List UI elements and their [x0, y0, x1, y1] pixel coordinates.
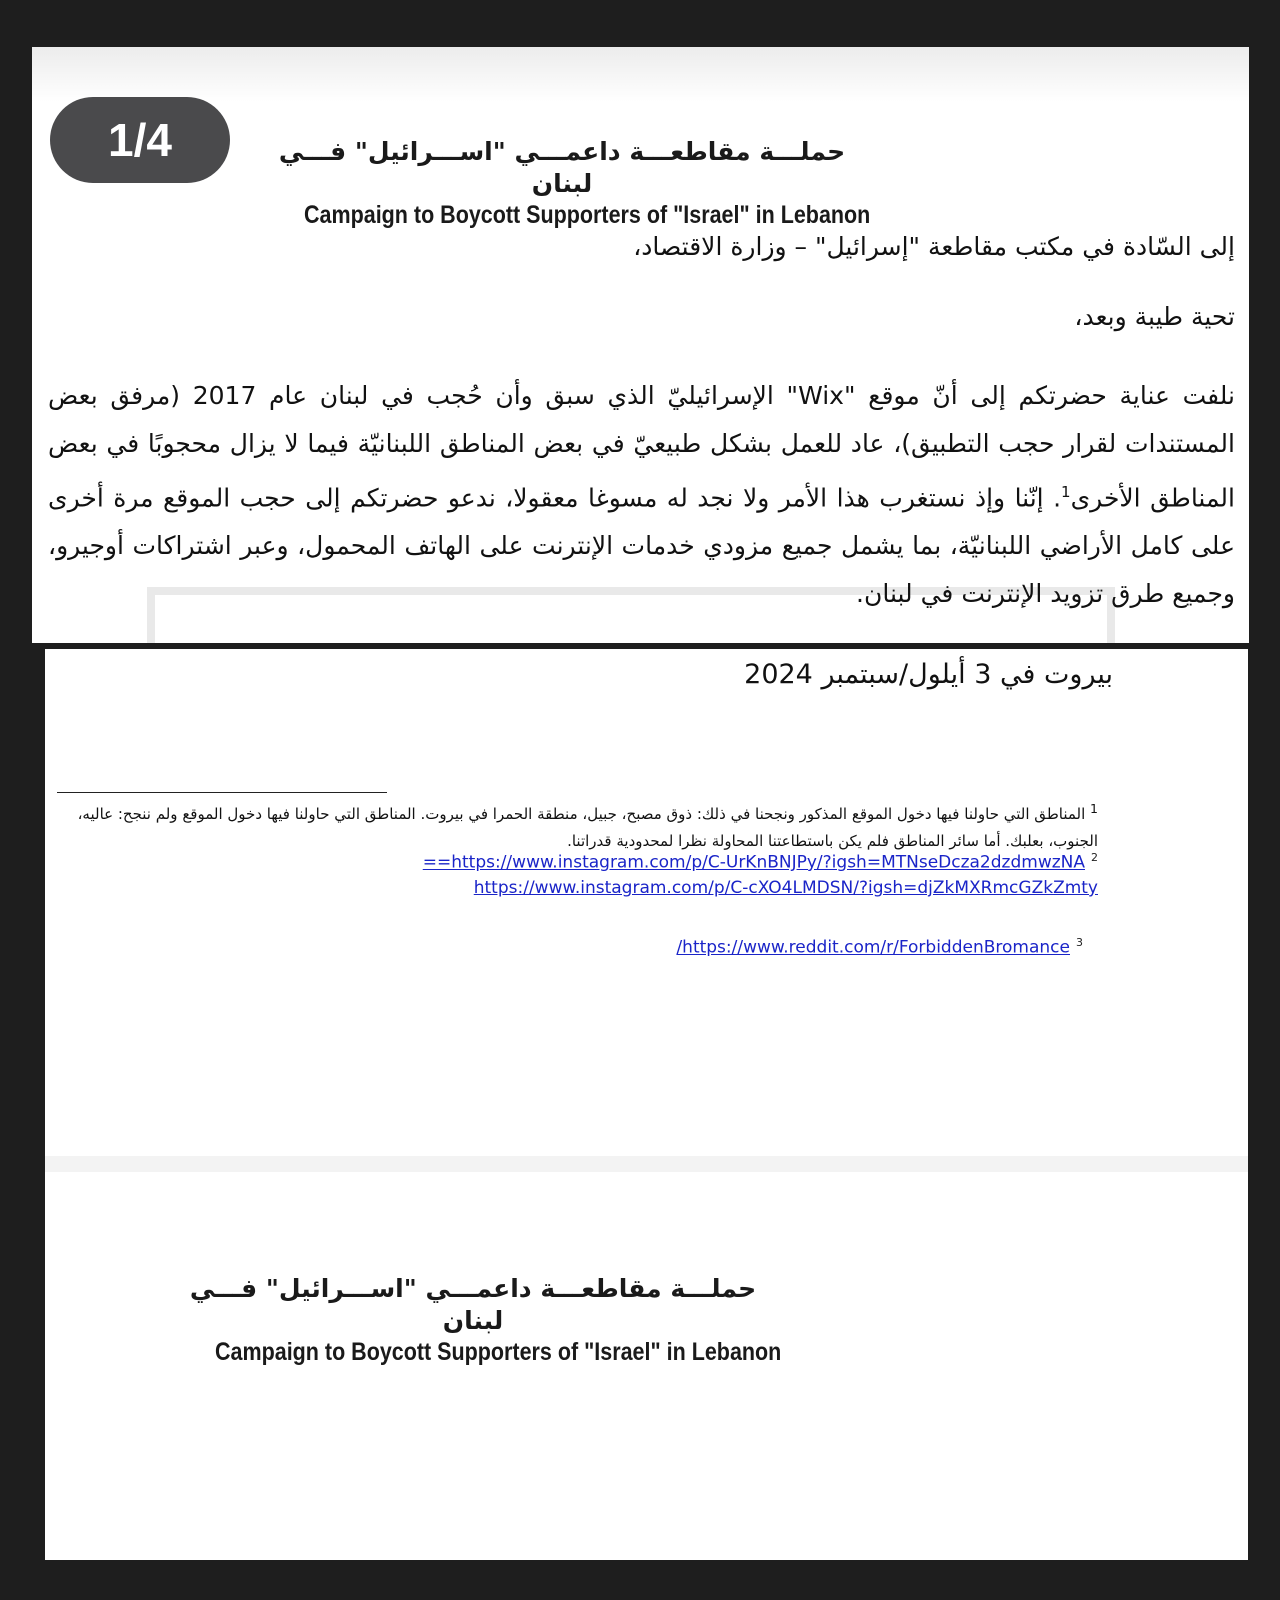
footnote-separator [57, 792, 387, 793]
footnote-2-link-2[interactable]: https://www.instagram.com/p/C-cXO4LMDSN/?igsh=djZkMXRmcGZkZmty [473, 878, 1098, 898]
logo-english-text: Campaign to Boycott Supporters of "Israel" in Lebanon [304, 201, 871, 229]
footnote-2-link-1[interactable]: ==https://www.instagram.com/p/C-UrKnBNJPy/?igsh=MTNseDcza2dzdmwzNA [422, 852, 1085, 873]
footnote-3-number: 3 [1076, 936, 1083, 949]
campaign-logo-page-3 [173, 1273, 782, 1367]
page-break [45, 1156, 1248, 1172]
footnote-2-continued [474, 878, 1098, 898]
letter-body-part2: . إنّنا وإذ نستغرب هذا الأمر ولا نجد له مسوغا معقولا، ندعو حضرتكم إلى حجب الموقع مرة أخرى على كامل الأراضي اللبنانيّة، بما يشمل جميع مزودي خدمات الإنترنت على الهاتف المحمول، وعبر اشتراكات أوجيرو، وجميع طرق تزويد الإنترنت في لبنان. [48, 483, 1235, 609]
page-counter-badge: 1/4 [50, 97, 230, 183]
footnote-2-number: 2 [1091, 851, 1098, 864]
letter-body-part1: نلفت عناية حضرتكم إلى أنّ موقع "Wix" الإسرائيليّ الذي سبق وأن حُجب في لبنان عام 2017 (مرفق بعض المستندات لقرار حجب التطبيق)، عاد للعمل بشكل طبيعيّ في بعض المناطق اللبنانيّة فيما لا يزال محجوبًا في بعض المناطق الأخرى [48, 381, 1236, 513]
footnote-1-number: 1 [1090, 801, 1098, 816]
footnote-1 [57, 795, 1098, 855]
footnote-ref-1[interactable]: 1 [1061, 483, 1071, 501]
letter-date: بيروت في 3 أيلول/سبتمبر 2024 [744, 659, 1113, 690]
document-page-2 [45, 649, 1248, 1560]
footnote-3 [676, 936, 1083, 958]
logo-arabic-text: حملـــة مقاطعـــة داعمـــي "اســـرائيل" فـــي لبنان [278, 137, 846, 198]
letter-salutation: إلى السّادة في مكتب مقاطعة "إسرائيل" – وزارة الاقتصاد، [633, 232, 1235, 261]
footnote-2 [423, 851, 1098, 873]
letter-greeting: تحية طيبة وبعد، [1074, 302, 1235, 331]
document-page-1 [32, 47, 1249, 643]
letter-body [48, 372, 1235, 618]
footnote-3-link[interactable]: /https://www.reddit.com/r/ForbiddenBromance [676, 937, 1070, 958]
footnote-1-text: المناطق التي حاولنا فيها دخول الموقع المذكور ونجحنا في ذلك: ذوق مصبح، جبيل، منطقة الحمرا في بيروت. المناطق التي حاولنا فيها دخول الموقع ولم ننجح: عاليه، الجنوب، بعلبك. أما سائر المناطق فلم يكن باستطاعتنا المحاولة نظرا لمحدودية قدراتنا. [77, 805, 1098, 850]
logo-english-text: Campaign to Boycott Supporters of "Israel" in Lebanon [215, 1338, 782, 1366]
logo-arabic-text: حملـــة مقاطعـــة داعمـــي "اســـرائيل" فـــي لبنان [189, 1274, 757, 1335]
campaign-logo [262, 136, 871, 230]
